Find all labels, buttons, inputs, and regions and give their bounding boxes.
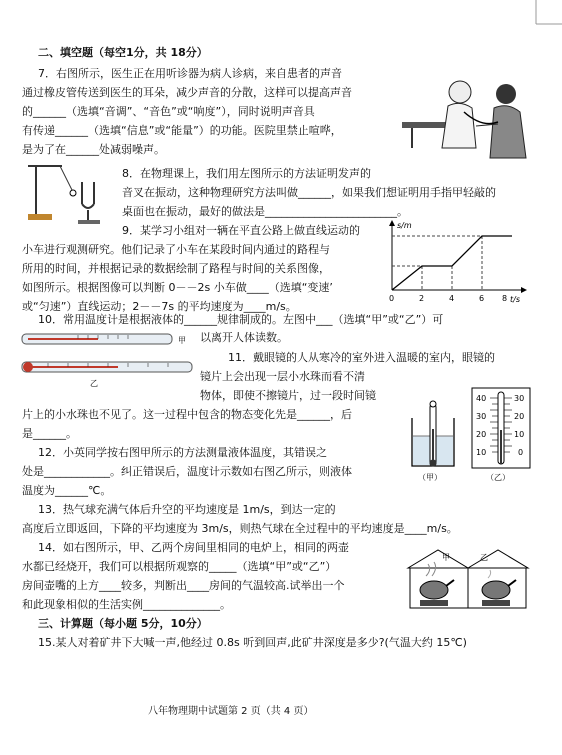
liquid-temperature-figure [404,384,544,484]
scale-left-label: 20 [476,430,487,439]
question-14-line: 和此现象相似的生活实例______________。 [22,598,231,611]
question-9-line: 所用的时间，并根据记录的数据绘制了路程与时间的关系图像， [22,262,330,275]
two-rooms-figure [404,546,534,612]
question-10-line: 10．常用温度计是根据液体的______规律制成的。左图中___（选填“甲”或“乙”）可 [38,313,444,326]
question-9-line: 9．某学习小组对一辆在平直公路上做直线运动的 [122,224,360,237]
page-footer: 八年物理期中试题第 2 页（共 4 页） [148,706,314,717]
question-11-line: 物体，即使不擦镜片，过一段时间镜 [200,389,376,402]
thermometer-label-jia: 甲 [178,336,186,345]
thermometer-label-yi: 乙 [90,379,98,388]
question-8-line: 音叉在振动，这种物理研究方法叫做______，如果我们想证明用手指甲轻敲的 [122,186,496,199]
corner-mark [528,0,562,30]
scale-right-label: 20 [514,412,525,421]
distance-time-graph [384,218,534,306]
question-13-line: 高度后立即返回，下降的平均速度为 3m/s，则热气球在全过程中的平均速度是____m/s。 [22,522,458,535]
graph-xlabel: t/s [510,295,520,304]
thermometers-figure [18,326,196,392]
room-label-jia: 甲 [442,553,450,562]
question-15-line: 15.某人对着矿井下大喊一声,他经过 0.8s 听到回声,此矿井深度是多少?(气温大约 15℃) [38,636,467,649]
question-8-line: 8．在物理课上，我们用左图所示的方法证明发声的 [122,167,371,180]
question-12-line: 12．小英同学按右图甲所示的方法测量液体温度，其错误之 [38,446,327,459]
scale-left-label: 10 [476,448,487,457]
scale-right-label: 0 [518,448,524,457]
question-14-line: 房间壶嘴的上方____较多，判断出____房间的气温较高.试举出一个 [22,579,345,592]
section-title: 二、填空题（每空1分，共 18分） [38,46,208,59]
graph-tick: 0 [389,294,395,303]
graph-tick: 6 [479,294,485,303]
question-9-line: 小车进行观测研究。他们记录了小车在某段时间内通过的路程与 [22,243,330,256]
question-14-line: 14．如右图所示，甲、乙两个房间里相同的电炉上，相同的两壶 [38,541,349,554]
graph-tick: 4 [449,294,455,303]
room-label-yi: 乙 [480,553,488,562]
question-11-line: 镜片上会出现一层小水珠而看不清 [200,370,365,383]
tuning-fork-figure [22,160,114,226]
question-13-line: 13．热气球充满气体后升空的平均速度是 1m/s，到达一定的 [38,503,336,516]
question-10-line: 以离开人体读数。 [200,331,288,344]
question-12-line: 处是____________。纠正错误后，温度计示数如右图乙所示，则液体 [22,465,352,478]
question-11-line: 11．戴眼镜的人从寒冷的室外进入温暖的室内，眼镜的 [228,351,495,364]
graph-ylabel: s/m [397,221,412,230]
question-9-line: 或“匀速”）直线运动；2－－7s 的平均速度为____m/s。 [22,300,297,313]
scale-right-label: 10 [514,430,525,439]
figure-label-yi: （乙） [486,473,510,482]
graph-tick: 8 [502,294,508,303]
question-7-line: 的______（选填“音调”、“音色”或“响度”），同时说明声音具 [22,105,315,118]
question-7-line: 有传递______（选填“信息”或“能量”）的功能。医院里禁止喧哗， [22,124,342,137]
question-14-line: 水都已经烧开，我们可以根据所观察的_____（选填“甲”或“乙”） [22,560,337,573]
question-12-line: 温度为______℃。 [22,484,112,497]
question-11-line: 是______。 [22,427,77,440]
section-title: 三、计算题（每小题 5分，10分） [38,617,208,630]
question-7-line: 7．右图所示，医生正在用听诊器为病人诊病，来自患者的声音 [38,67,342,80]
question-7-line: 是为了在______处减弱噪声。 [22,143,165,156]
scale-left-label: 30 [476,412,487,421]
question-7-line: 通过橡皮管传送到医生的耳朵，减少声音的分散，这样可以提高声音 [22,86,352,99]
graph-tick: 2 [419,294,425,303]
scale-left-label: 40 [476,394,487,403]
figure-label-jia: （甲） [418,473,442,482]
question-9-line: 如图所示。根据图像可以判断 0－－2s 小车做____（选填“变速’ [22,281,333,294]
scale-right-label: 30 [514,394,525,403]
question-8-line: 桌面也在振动，最好的做法是________________________。 [122,205,408,218]
stethoscope-figure [402,78,540,162]
question-11-line: 片上的小水珠也不见了。这一过程中包含的物态变化先是______，后 [22,408,352,421]
